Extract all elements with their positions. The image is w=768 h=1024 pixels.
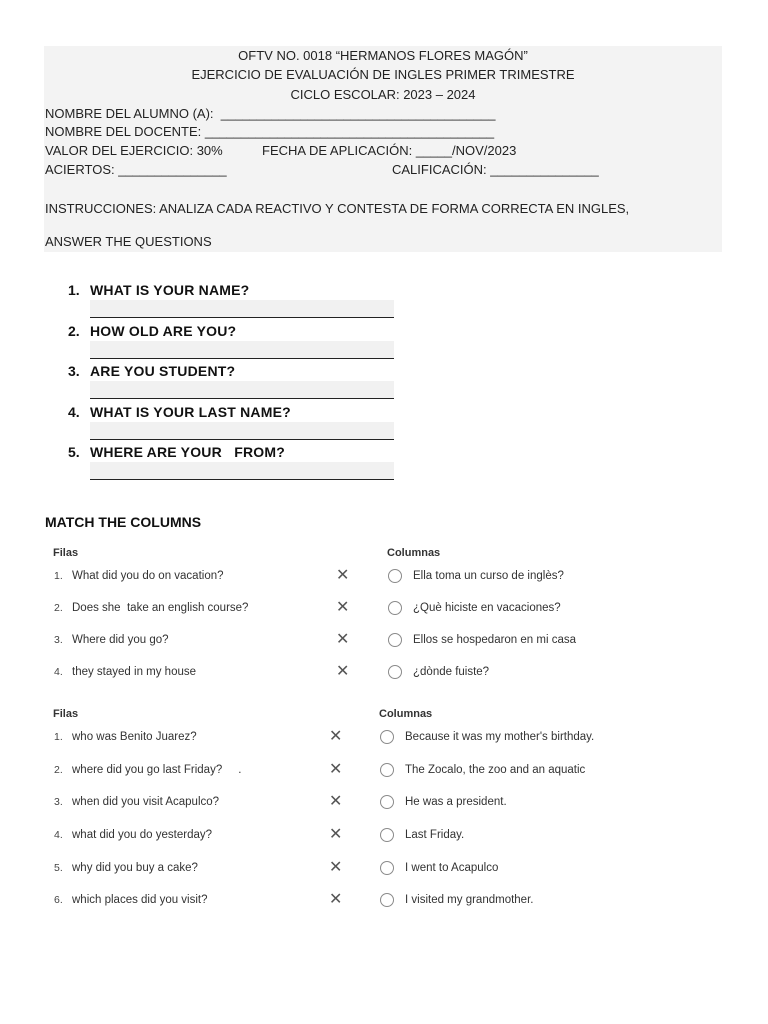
row-text: why did you buy a cake? <box>72 862 198 874</box>
question-item <box>68 404 408 445</box>
option-text: I visited my grandmother. <box>405 894 534 906</box>
row-number: 1. <box>54 570 63 582</box>
question-item <box>68 282 408 323</box>
radio-button[interactable] <box>388 665 402 679</box>
option-text: ¿dònde fuiste? <box>413 666 490 678</box>
row-number: 3. <box>54 634 63 646</box>
question-number: 3. <box>68 363 80 379</box>
row-number: 4. <box>54 666 63 678</box>
answer-line[interactable] <box>90 341 394 359</box>
rows-header: Filas <box>53 547 79 559</box>
option-text: He was a president. <box>405 796 507 808</box>
question-text: WHERE ARE YOUR FROM? <box>90 444 285 460</box>
match-row <box>0 826 768 847</box>
radio-button[interactable] <box>380 893 394 907</box>
match-row <box>0 599 768 620</box>
answer-line[interactable] <box>90 300 394 318</box>
question-number: 5. <box>68 444 80 460</box>
row-number: 1. <box>54 731 63 743</box>
match-row <box>0 631 768 652</box>
radio-button[interactable] <box>380 861 394 875</box>
close-icon[interactable]: ✕ <box>329 859 343 876</box>
match-row <box>0 567 768 588</box>
close-icon[interactable]: ✕ <box>329 826 343 843</box>
question-text: WHAT IS YOUR NAME? <box>90 282 250 298</box>
exam-title: EJERCICIO DE EVALUACIÓN DE INGLES PRIMER TRIMESTRE <box>191 67 575 82</box>
row-text: what did you do yesterday? <box>72 829 213 841</box>
option-text: Last Friday. <box>405 829 465 841</box>
close-icon[interactable]: ✕ <box>329 793 343 810</box>
option-text: Ella toma un curso de inglès? <box>413 570 564 582</box>
row-number: 3. <box>54 796 63 808</box>
question-number: 4. <box>68 403 80 420</box>
grade-field[interactable]: CALIFICACIÓN: _______________ <box>392 162 599 177</box>
row-number: 4. <box>54 829 63 841</box>
row-text: where did you go last Friday? . <box>72 764 242 776</box>
application-date-field[interactable]: FECHA DE APLICACIÓN: _____/NOV/2023 <box>262 143 517 158</box>
radio-button[interactable] <box>388 601 402 615</box>
answer-line[interactable] <box>90 462 394 480</box>
close-icon[interactable]: ✕ <box>329 761 343 778</box>
close-icon[interactable]: ✕ <box>329 891 343 908</box>
question-item <box>68 444 408 485</box>
answer-instructions: ANSWER THE QUESTIONS <box>45 234 212 249</box>
row-number: 5. <box>54 862 63 874</box>
row-text: they stayed in my house <box>72 666 197 678</box>
student-name-field[interactable]: NOMBRE DEL ALUMNO (A): ______________________________________ <box>45 106 496 121</box>
match-row <box>0 663 768 684</box>
match-row <box>0 793 768 814</box>
row-text: who was Benito Juarez? <box>72 731 197 743</box>
school-name: OFTV NO. 0018 “HERMANOS FLORES MAGÓN” <box>238 48 528 63</box>
row-number: 2. <box>54 764 63 776</box>
radio-button[interactable] <box>380 730 394 744</box>
radio-button[interactable] <box>388 569 402 583</box>
row-text: which places did you visit? <box>72 894 208 906</box>
hits-field[interactable]: ACIERTOS: _______________ <box>45 162 227 177</box>
question-item <box>68 323 408 364</box>
close-icon[interactable]: ✕ <box>336 631 350 648</box>
answer-line[interactable] <box>90 422 394 440</box>
question-number: 2. <box>68 322 80 339</box>
radio-button[interactable] <box>380 763 394 777</box>
option-text: I went to Acapulco <box>405 862 499 874</box>
close-icon[interactable]: ✕ <box>336 663 350 680</box>
row-text: What did you do on vacation? <box>72 570 224 582</box>
columns-header: Columnas <box>379 708 433 720</box>
question-number: 1. <box>68 282 80 298</box>
answer-line[interactable] <box>90 381 394 399</box>
match-row <box>0 728 768 749</box>
school-cycle: CICLO ESCOLAR: 2023 – 2024 <box>290 87 476 102</box>
question-list <box>68 282 408 485</box>
close-icon[interactable]: ✕ <box>336 567 350 584</box>
option-text: The Zocalo, the zoo and an aquatic <box>405 764 586 776</box>
row-text: when did you visit Acapulco? <box>72 796 220 808</box>
row-number: 2. <box>54 602 63 614</box>
question-text: HOW OLD ARE YOU? <box>90 322 237 339</box>
option-text: Because it was my mother's birthday. <box>405 731 595 743</box>
radio-button[interactable] <box>380 795 394 809</box>
teacher-name-field[interactable]: NOMBRE DEL DOCENTE: ________________________________________ <box>45 124 495 139</box>
match-row <box>0 761 768 782</box>
question-text: ARE YOU STUDENT? <box>90 363 236 379</box>
close-icon[interactable]: ✕ <box>329 728 343 745</box>
row-number: 6. <box>54 894 63 906</box>
row-text: Does she take an english course? <box>72 602 249 614</box>
question-text: WHAT IS YOUR LAST NAME? <box>90 403 291 420</box>
exercise-value: VALOR DEL EJERCICIO: 30% <box>45 143 223 158</box>
match-section-title: MATCH THE COLUMNS <box>45 514 202 530</box>
row-text: Where did you go? <box>72 634 169 646</box>
close-icon[interactable]: ✕ <box>336 599 350 616</box>
columns-header: Columnas <box>387 547 441 559</box>
radio-button[interactable] <box>380 828 394 842</box>
radio-button[interactable] <box>388 633 402 647</box>
option-text: Ellos se hospedaron en mi casa <box>413 634 577 646</box>
option-text: ¿Què hiciste en vacaciones? <box>413 602 561 614</box>
match-row <box>0 891 768 912</box>
rows-header: Filas <box>53 708 79 720</box>
instructions: INSTRUCCIONES: ANALIZA CADA REACTIVO Y CONTESTA DE FORMA CORRECTA EN INGLES, <box>45 201 630 216</box>
question-item <box>68 363 408 404</box>
match-row <box>0 859 768 880</box>
